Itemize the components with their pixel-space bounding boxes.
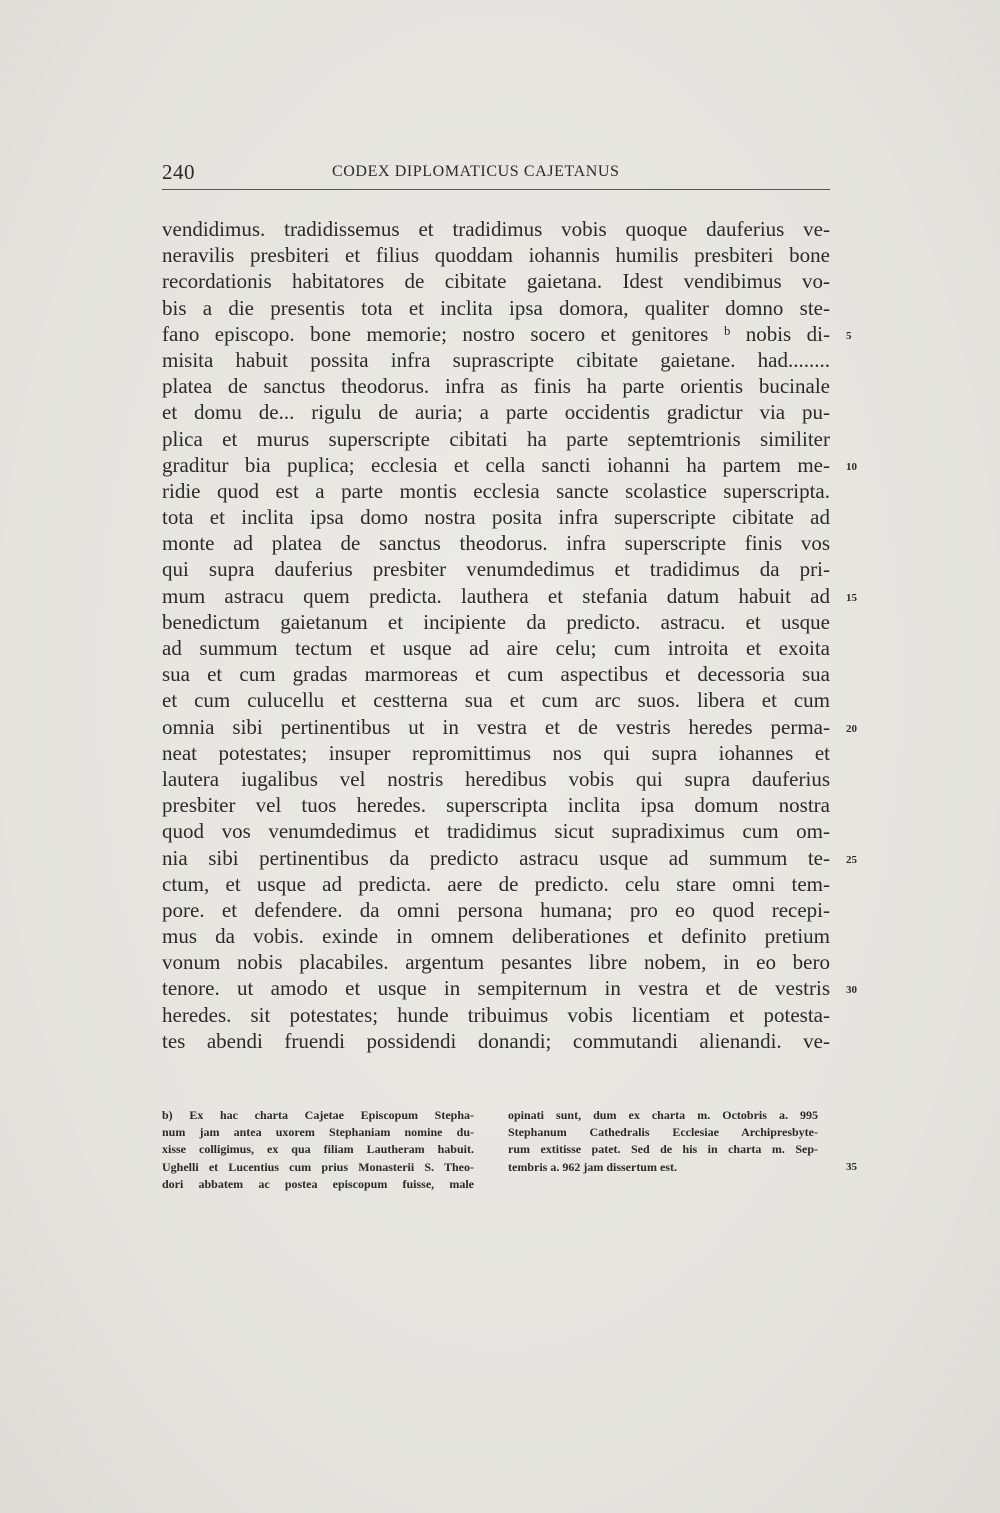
text-line <box>162 504 830 530</box>
text-line <box>162 452 857 478</box>
footnote-line <box>508 1107 818 1124</box>
line-number: 30 <box>846 984 857 997</box>
text-line <box>162 687 830 713</box>
footnote-line: tembris a. 962 jam dissertum est. <box>508 1159 677 1174</box>
text-line <box>162 321 852 347</box>
footnote-line-text: rum extitisse patet. Sed de his in charta m. Sep- <box>508 1142 818 1157</box>
text-line-content: neat potestates; insuper repromittimus nos qui supra iohannes et <box>162 740 830 765</box>
footnote-line-text: xisse colligimus, ex qua filiam Lautheram habuit. <box>162 1142 474 1157</box>
footnote-line <box>162 1141 474 1158</box>
text-line <box>162 714 857 740</box>
text-line <box>162 478 830 504</box>
footnote-line-text: Stephanum Cathedralis Ecclesiae Archipresbyte- <box>508 1125 818 1140</box>
text-line <box>162 242 830 268</box>
text-line <box>162 1028 830 1054</box>
text-line <box>162 845 857 871</box>
text-line-content: tenore. ut amodo et usque in sempiternum in vestra et de vestris <box>162 976 830 1001</box>
text-line-content: heredes. sit potestates; hunde tribuimus vobis licentiam et potesta- <box>162 1002 830 1027</box>
footnote-line <box>162 1124 474 1141</box>
text-line <box>162 897 830 923</box>
footnote-column-right <box>508 1107 818 1176</box>
text-line <box>162 766 830 792</box>
text-line-content: plica et murus superscripte cibitati ha parte septemtrionis similiter <box>162 426 830 451</box>
text-line <box>162 373 830 399</box>
text-line <box>162 949 830 975</box>
text-line <box>162 661 830 687</box>
text-line-content: vonum nobis placabiles. argentum pesantes libre nobem, in eo bero <box>162 950 830 975</box>
line-number: 15 <box>846 591 857 604</box>
text-line-content: pore. et defendere. da omni persona humana; pro eo quod recepi- <box>162 897 830 922</box>
text-line-content: sua et cum gradas marmoreas et cum aspectibus et decessoria sua <box>162 662 830 687</box>
text-line-content: misita habuit possita infra suprascripte cibitate gaietane. had........ <box>162 347 830 372</box>
line-number: 20 <box>846 722 857 735</box>
text-line-content: mum astracu quem predicta. lauthera et stefania datum habuit ad <box>162 583 830 608</box>
running-title: CODEX DIPLOMATICUS CAJETANUS <box>332 163 620 180</box>
footnote-line <box>508 1141 818 1158</box>
footnote-line <box>162 1176 474 1193</box>
text-line <box>162 583 857 609</box>
footnote-line <box>508 1124 818 1141</box>
text-line-content: tes abendi fruendi possidendi donandi; commutandi alienandi. ve- <box>162 1028 830 1053</box>
text-line-content: mus da vobis. exinde in omnem deliberationes et definito pretium <box>162 924 830 949</box>
text-line <box>162 347 830 373</box>
text-line <box>162 792 830 818</box>
running-head <box>162 160 830 188</box>
text-line-content: vendidimus. tradidissemus et tradidimus vobis quoque dauferius ve- <box>162 217 830 241</box>
footnote-line-text: opinati sunt, dum ex charta m. Octobris a. 995 <box>508 1108 818 1122</box>
text-line <box>162 530 830 556</box>
text-line-content: presbiter vel tuos heredes. superscripta inclita ipsa domum nostra <box>162 793 830 818</box>
footnote-column-left <box>162 1107 474 1193</box>
text-line-content: monte ad platea de sanctus theodorus. infra superscripte finis vos <box>162 531 830 556</box>
text-line-content: recordationis habitatores de cibitate gaietana. Idest vendibimus vo- <box>162 269 830 294</box>
text-line-content: lautera iugalibus vel nostris heredibus vobis qui supra dauferius <box>162 766 830 791</box>
line-number: 10 <box>846 460 857 473</box>
text-line <box>162 818 830 844</box>
text-line-content: fano episcopo. bone memorie; nostro socero et genitores ᵇ nobis di- <box>162 321 830 346</box>
text-line-content: platea de sanctus theodorus. infra as finis ha parte orientis bucinale <box>162 374 830 399</box>
footnote-line-text: b) Ex hac charta Cajetae Episcopum Stepha- <box>162 1108 474 1122</box>
text-line-content: omnia sibi pertinentibus ut in vestra et de vestris heredes perma- <box>162 714 830 739</box>
text-line <box>162 871 830 897</box>
text-line-content: ctum, et usque ad predicta. aere de predicto. celu stare omni tem- <box>162 871 830 896</box>
text-line <box>162 923 830 949</box>
text-line <box>162 426 830 452</box>
text-line <box>162 635 830 661</box>
text-line <box>162 295 830 321</box>
text-line <box>162 975 857 1001</box>
footnote-line <box>162 1107 474 1124</box>
header-rule <box>162 189 830 190</box>
text-line-content: neravilis presbiteri et filius quoddam iohannis humilis presbiteri bone <box>162 243 830 268</box>
text-line <box>162 268 830 294</box>
text-line-content: tota et inclita ipsa domo nostra posita infra superscripte cibitate ad <box>162 505 830 530</box>
page-number: 240 <box>162 160 195 184</box>
text-line-content: graditur bia puplica; ecclesia et cella sancti iohanni ha partem me- <box>162 452 830 477</box>
footnote-line-number: 35 <box>846 1161 857 1173</box>
text-line-content: bis a die presentis tota et inclita ipsa domora, qualiter domno ste- <box>162 295 830 320</box>
text-line-content: et domu de... rigulu de auria; a parte occidentis gradictur via pu- <box>162 400 830 425</box>
line-number: 25 <box>846 853 857 866</box>
text-line <box>162 609 830 635</box>
text-line <box>162 1002 830 1028</box>
text-line <box>162 556 830 582</box>
text-line-content: ad summum tectum et usque ad aire celu; cum introita et exoita <box>162 636 830 660</box>
text-line-content: et cum culucellu et cestterna sua et cum arc suos. libera et cum <box>162 688 830 713</box>
text-line-content: qui supra dauferius presbiter venumdedimus et tradidimus da pri- <box>162 557 830 582</box>
body-text <box>162 216 857 1054</box>
text-line-content: quod vos venumdedimus et tradidimus sicut supradiximus cum om- <box>162 819 830 844</box>
text-line-content: benedictum gaietanum et incipiente da predicto. astracu. et usque <box>162 609 830 634</box>
text-line <box>162 399 830 425</box>
line-number: 5 <box>846 329 852 342</box>
footnote-line-text: num jam antea uxorem Stephaniam nomine du- <box>162 1125 474 1140</box>
text-line <box>162 740 830 766</box>
text-line <box>162 216 830 242</box>
footnote-line-text: Ughelli et Lucentius cum prius Monasterii S. Theo- <box>162 1159 474 1174</box>
text-line-content: ridie quod est a parte montis ecclesia sancte scolastice superscripta. <box>162 478 830 503</box>
footnote-line-text: dori abbatem ac postea episcopum fuisse, male <box>162 1176 474 1191</box>
text-line-content: nia sibi pertinentibus da predicto astracu usque ad summum te- <box>162 845 830 870</box>
footnote-line <box>162 1159 474 1176</box>
